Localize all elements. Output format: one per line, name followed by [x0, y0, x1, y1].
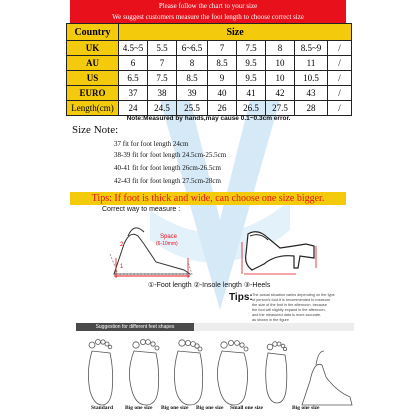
header-banner [70, 0, 346, 24]
measure-title: Correct way to measure : [102, 206, 181, 213]
foot-shape-5 [266, 342, 287, 403]
size-note-line: 38-39 fit for foot length 24.5cm-25.5cm [114, 151, 227, 159]
tips-bar: Tips: If foot is thick and wide, can choose one size bigger. [70, 192, 346, 205]
table-row [67, 101, 352, 116]
table-cell: 10 [266, 71, 295, 86]
svg-text:1: 1 [120, 264, 124, 270]
country-header: Country [67, 24, 119, 41]
table-cell: 27.5 [266, 101, 295, 116]
foot-measure-illustration [104, 214, 200, 280]
table-cell: 25.5 [177, 101, 208, 116]
row-label: Length(cm) [67, 101, 119, 116]
table-cell: / [328, 56, 352, 71]
tips-line: as shown in the figure [252, 318, 289, 322]
foot-caption: Standard [91, 405, 114, 411]
table-cell: 8 [177, 56, 208, 71]
table-cell: 28 [295, 101, 328, 116]
table-cell: 7 [148, 56, 177, 71]
foot-shape-2 [129, 339, 159, 405]
table-cell: 10 [266, 56, 295, 71]
size-note-line: 37 fit for foot length 24cm [114, 140, 189, 148]
space-label: Space [160, 234, 178, 240]
table-cell: 24.5 [148, 101, 177, 116]
table-cell: 9 [208, 71, 237, 86]
row-label: EURO [67, 86, 119, 101]
foot-caption: Big one size [125, 405, 153, 411]
foot-caption: Big one size [196, 405, 224, 411]
size-table [66, 23, 352, 116]
table-cell: 9.5 [237, 56, 266, 71]
foot-caption: Small one size [230, 405, 263, 411]
table-cell: 9.5 [237, 71, 266, 86]
size-note-title: Size Note: [72, 124, 119, 136]
table-cell: 26.5 [237, 101, 266, 116]
table-cell: 8.5 [177, 71, 208, 86]
table-cell: 37 [119, 86, 148, 101]
foot-shape-4 [217, 340, 248, 405]
table-row [67, 41, 352, 56]
table-cell: 42 [266, 86, 295, 101]
table-cell: 7 [208, 41, 237, 56]
table-cell: / [328, 101, 352, 116]
tips-line: the size of the foot in the afternoon, because [252, 303, 327, 307]
foot-caption: Big one size [161, 405, 189, 411]
table-cell: 7.5 [237, 41, 266, 56]
foot-shape-6 [302, 351, 352, 405]
suggestion-header: Suggestion for different feet shapes [76, 323, 194, 331]
table-cell: 8.5 [208, 56, 237, 71]
table-row [67, 56, 352, 71]
table-cell: 8.5~9 [295, 41, 328, 56]
table-cell: 6~6.5 [177, 41, 208, 56]
table-cell: 24 [119, 101, 148, 116]
table-cell: / [328, 71, 352, 86]
table-cell: 26 [208, 101, 237, 116]
size-note-line: 40-41 fit for foot length 26cm-26.5cm [114, 164, 221, 172]
tips-line: the foot will slightly expand in the afternoon, [252, 308, 326, 312]
table-cell: 40 [208, 86, 237, 101]
measure-legend: ①-Foot length ②-Insole length ③-Heels [148, 282, 271, 289]
row-label: UK [67, 41, 119, 56]
foot-shape-3 [174, 340, 202, 405]
feet-shapes-illustration [76, 331, 354, 416]
table-cell: 11 [295, 56, 328, 71]
header-line-1: Please follow the chart to your size [158, 2, 258, 10]
table-row [67, 71, 352, 86]
table-cell: 4.5~5 [119, 41, 148, 56]
table-cell: 7.5 [148, 71, 177, 86]
table-cell: 8 [266, 41, 295, 56]
table-cell: 39 [177, 86, 208, 101]
foot-shape-standard [88, 340, 112, 406]
table-cell: 6 [119, 56, 148, 71]
size-header: Size [119, 24, 352, 41]
row-label: US [67, 71, 119, 86]
table-cell: 41 [237, 86, 266, 101]
table-cell: / [328, 86, 352, 101]
foot-caption: Big one size [292, 405, 320, 411]
heel-shoe-illustration [240, 224, 320, 280]
tips-description [252, 293, 352, 323]
tips-line: of person's foot.It is recommended to measure [252, 298, 331, 302]
table-cell: 38 [148, 86, 177, 101]
tips-line: The actual situation varies depending on the type [252, 293, 335, 297]
svg-text:2: 2 [120, 242, 124, 248]
tips-line: and the measured data is more accurate. [252, 313, 322, 317]
table-cell: 10.5 [295, 71, 328, 86]
space-range: (6-10mm) [156, 241, 178, 247]
table-cell: 5.5 [148, 41, 177, 56]
tips-title: Tips: [229, 292, 253, 303]
size-note-line: 42-43 fit for foot length 27.5cm-28cm [114, 177, 221, 185]
measurement-note: Note:Measured by hands,may cause 0.1~0.3cm error. [126, 115, 291, 122]
header-line-2: We suggest customers measure the foot length to choose correct size [112, 13, 304, 21]
table-cell: 43 [295, 86, 328, 101]
row-label: AU [67, 56, 119, 71]
table-row [67, 86, 352, 101]
table-cell: / [328, 41, 352, 56]
table-header-row [67, 24, 352, 41]
table-cell: 6.5 [119, 71, 148, 86]
